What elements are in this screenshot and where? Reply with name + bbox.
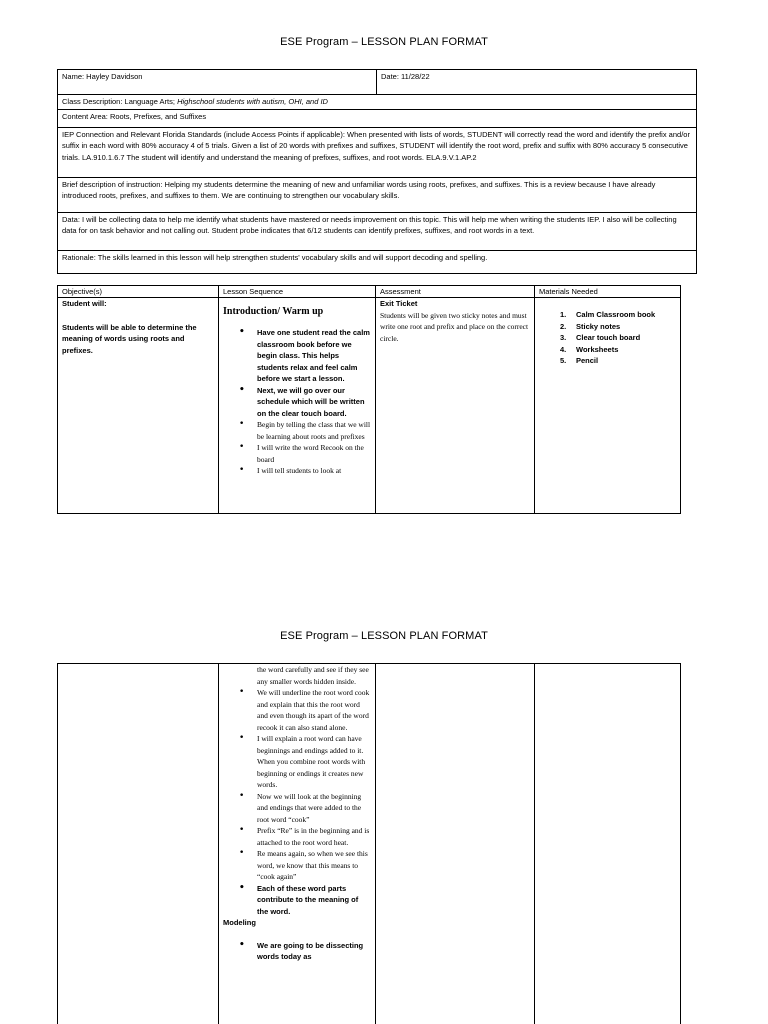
assessment-cell: [376, 664, 535, 1024]
continued-text: the word carefully and see if they see any smaller words hidden inside.: [257, 665, 369, 686]
material-label: Sticky notes: [576, 321, 621, 331]
list-item: • Begin by telling the class that we will be learning about roots and prefixes: [223, 419, 371, 442]
list-item: [539, 309, 676, 321]
list-item: [539, 344, 676, 356]
list-item: • Each of these word parts contribute to the meaning of the word.: [223, 883, 371, 918]
list-item: • Re means again, so when we see this word, we know that this means to “cook again”: [223, 848, 371, 883]
iep-connection: IEP Connection and Relevant Florida Standards (include Access Points if applicable): When presented with lists of words, STUDENT will correctly read the word and identify the prefix and/or suffix in each word with 80% accuracy 4 of 5 trials. Given a list of 20 words with prefixes and suffixes, STUDENT will identify the root word, prefix and suffix with 80% accuracy 5 consecutive trials. LA.910.1.6.7 The student will identify and understand the meaning of prefixes, suffixes, and root words. ELA.9.V.1.AP.2: [58, 127, 697, 177]
material-label: Pencil: [576, 356, 599, 365]
class-description: [58, 95, 697, 110]
list-item: [539, 321, 676, 333]
list-number: 2.: [560, 321, 567, 331]
assessment-cell: [376, 298, 535, 514]
list-item: • We are going to be dissecting words today as: [223, 940, 371, 963]
objectives-cell: [58, 298, 219, 514]
page-2-title: ESE Program – LESSON PLAN FORMAT: [280, 630, 488, 642]
list-item: [539, 332, 676, 344]
list-item: • I will write the word Recook on the board: [223, 442, 371, 465]
modeling-list: [223, 940, 371, 963]
sequence-header: Lesson Sequence: [219, 286, 376, 298]
objective-text: Students will be able to determine the meaning of words using roots and prefixes.: [62, 322, 197, 355]
assessment-text: Students will be given two sticky notes and must write one root and prefix and place on the correct circle.: [380, 310, 529, 343]
list-item: • I will explain a root word can have beginnings and endings added to it. When you combine root words with beginning or endings it creates new words.: [223, 733, 371, 791]
content-area: Content Area: Roots, Prefixes, and Suffixes: [58, 109, 697, 127]
sequence-cell: [219, 298, 376, 514]
list-item: • We will underline the root word cook and explain that this the root word and even though its apart of the word recook it can also stand alone.: [223, 687, 371, 733]
lesson-sequence-continued-table: [57, 663, 681, 1024]
materials-header: Materials Needed: [535, 286, 681, 298]
materials-cell: [535, 298, 681, 514]
class-description-detail: Highschool students with autism, OHI, and ID: [177, 97, 328, 106]
data-collection: Data: I will be collecting data to help me identify what students have mastered or needs improvement on this topic. This will help me when writing the students IEP. I also will be collecting data for on task behavior and not calling out. Student probe indicates that 6/12 students can identify prefixes, suffixes, and root words in a text.: [58, 212, 697, 250]
materials-list: [539, 309, 676, 367]
page-1-title: ESE Program – LESSON PLAN FORMAT: [280, 36, 488, 48]
sequence-list: [223, 687, 371, 917]
sequence-cell: [219, 664, 376, 1024]
list-item: • I will tell students to look at: [223, 465, 371, 477]
teacher-name: Name: Hayley Davidson: [58, 70, 377, 95]
list-number: 3.: [560, 333, 567, 342]
list-item: • Now we will look at the beginning and endings that were added to the root word “cook”: [223, 791, 371, 826]
lesson-date: Date: 11/28/22: [377, 70, 697, 95]
assessment-header: Assessment: [376, 286, 535, 298]
assessment-title: Exit Ticket: [380, 299, 418, 308]
list-item: • Next, we will go over our schedule which will be written on the clear touch board.: [223, 385, 371, 420]
class-description-label: Class Description: Language Arts;: [62, 97, 178, 106]
list-number: 1.: [560, 310, 567, 319]
sequence-list: [223, 327, 371, 477]
list-item: • Prefix “Re” is in the beginning and is attached to the root word heat.: [223, 825, 371, 848]
objective-title: Student will:: [62, 299, 107, 308]
materials-cell: [535, 664, 681, 1024]
modeling-heading: Modeling: [223, 918, 256, 927]
rationale: Rationale: The skills learned in this lesson will help strengthen students' vocabulary skills and will support decoding and spelling.: [58, 250, 697, 273]
material-label: Calm Classroom book: [576, 310, 656, 319]
material-label: Clear touch board: [576, 333, 641, 342]
lesson-info-table: [57, 69, 697, 274]
list-item: [539, 355, 676, 367]
list-item: • Have one student read the calm classroom book before we begin class. This helps students relax and feel calm before we start a lesson.: [223, 327, 371, 385]
brief-description: Brief description of instruction: Helping my students determine the meaning of new and unfamiliar words using roots, prefixes, and suffixes. This is a review because I have already introduced roots, prefixes, and suffixes to them. We are continuing to strengthen our vocabulary skills.: [58, 177, 697, 212]
material-label: Worksheets: [576, 344, 619, 354]
objectives-cell: [58, 664, 219, 1024]
warmup-heading: Introduction/ Warm up: [223, 306, 324, 317]
list-number: 5.: [560, 356, 567, 365]
objectives-header: Objective(s): [58, 286, 219, 298]
lesson-sequence-table: [57, 285, 681, 514]
list-number: 4.: [560, 344, 567, 354]
